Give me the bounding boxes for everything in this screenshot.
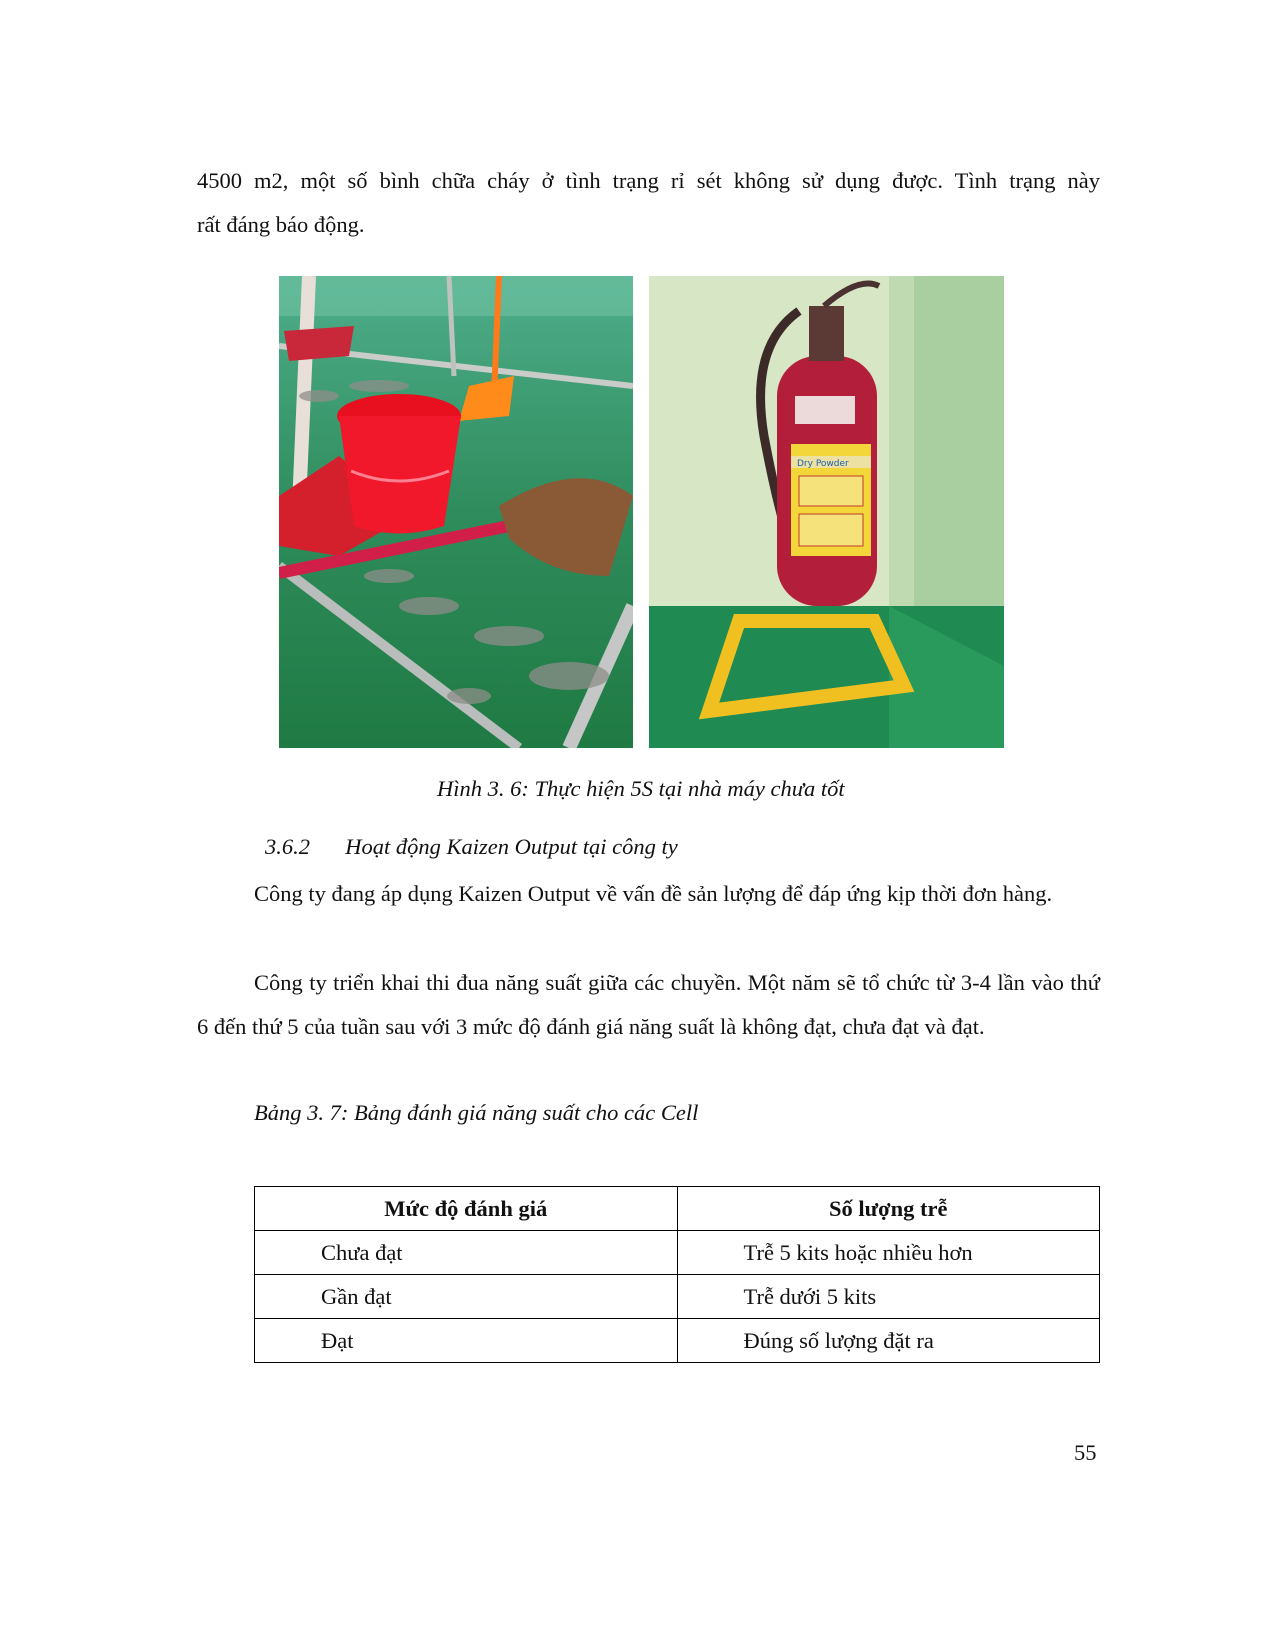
table-cell-level: Chưa đạt	[255, 1231, 678, 1275]
table-header-row	[255, 1187, 1100, 1231]
figure-photo-messy-floor	[279, 276, 633, 748]
table-cell-late-quantity: Đúng số lượng đặt ra	[677, 1319, 1100, 1363]
table-row	[255, 1231, 1100, 1275]
extinguisher-label-text: Dry Powder	[797, 459, 849, 469]
figure-caption: Hình 3. 6: Thực hiện 5S tại nhà máy chưa tốt	[437, 776, 845, 801]
table-cell-late-quantity: Trễ dưới 5 kits	[677, 1275, 1100, 1319]
table-cell-level: Gần đạt	[255, 1275, 678, 1319]
paragraph-kaizen-output: Công ty đang áp dụng Kaizen Output về vấn đề sản lượng để đáp ứng kịp thời đơn hàng.	[254, 881, 1053, 906]
table-cell-late-quantity: Trễ 5 kits hoặc nhiều hơn	[677, 1231, 1100, 1275]
paragraph-continuation-line2: rất đáng báo động.	[197, 212, 365, 237]
table-header-level: Mức độ đánh giá	[255, 1187, 678, 1231]
section-heading	[265, 834, 678, 860]
paragraph-continuation-line1: 4500 m2, một số bình chữa cháy ở tình trạng rỉ sét không sử dụng được. Tình trạng này	[197, 168, 1100, 193]
table-caption: Bảng 3. 7: Bảng đánh giá năng suất cho các Cell	[254, 1100, 699, 1125]
page-number: 55	[1074, 1440, 1097, 1465]
section-title: Hoạt động Kaizen Output tại công ty	[345, 834, 678, 859]
section-number: 3.6.2	[265, 834, 310, 859]
table-cell-level: Đạt	[255, 1319, 678, 1363]
table-row	[255, 1275, 1100, 1319]
table-header-late-quantity: Số lượng trễ	[677, 1187, 1100, 1231]
paragraph-productivity-competition: Công ty triển khai thi đua năng suất giữa các chuyền. Một năm sẽ tổ chức từ 3-4 lần vào thứ 6 đến thứ 5 của tuần sau với 3 mức độ đánh giá năng suất là không đạt, chưa đạt và đạt.	[197, 970, 1100, 1039]
productivity-evaluation-table	[254, 1186, 1100, 1363]
table-row	[255, 1319, 1100, 1363]
figure-photo-fire-extinguisher	[649, 276, 1004, 748]
